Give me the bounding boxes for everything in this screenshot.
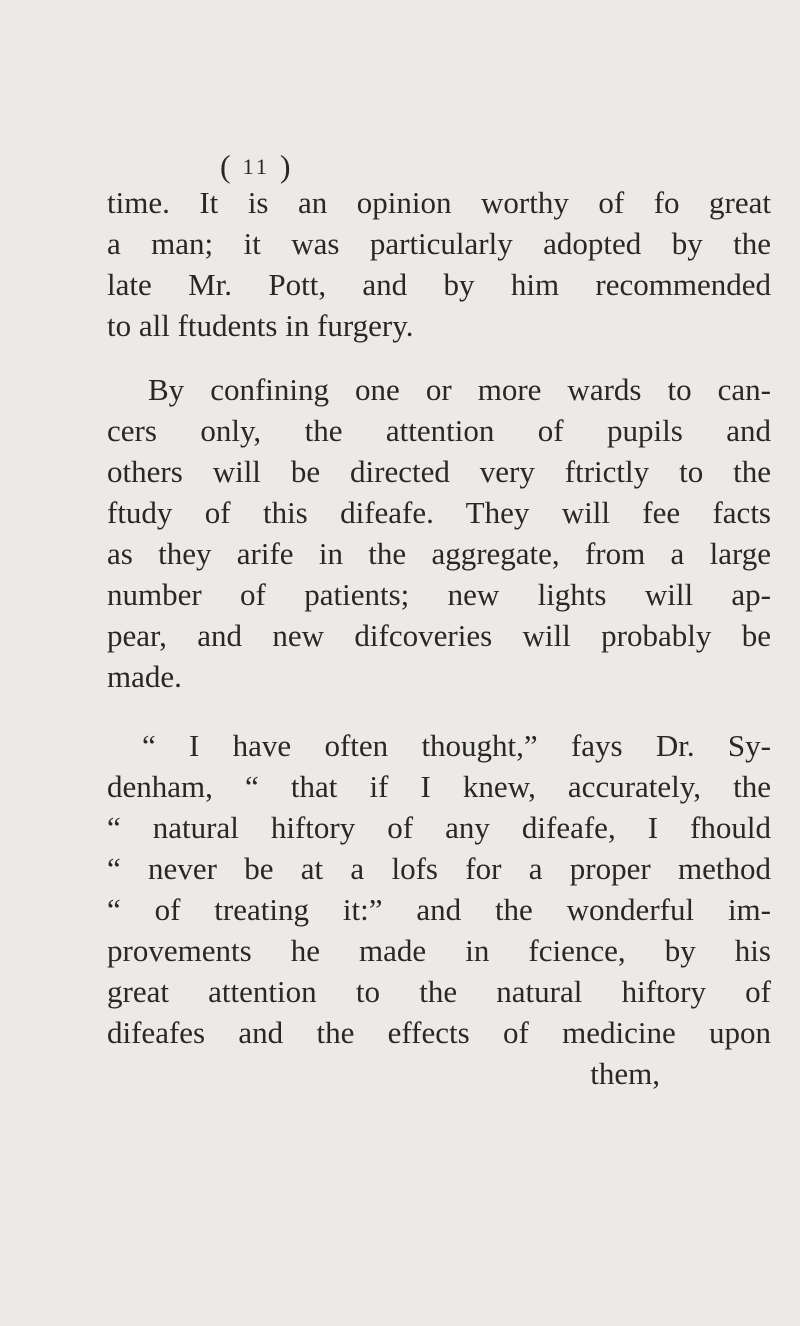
text-line: provements he made in fcience, by his [107, 933, 771, 968]
text-line: number of patients; new lights will ap- [107, 577, 771, 612]
text-line: ftudy of this difeafe. They will fee facts [107, 495, 771, 530]
text-line: By confining one or more wards to can- [148, 372, 771, 407]
text-line: made. [107, 659, 182, 694]
text-line: “ never be at a lofs for a proper method [107, 851, 771, 886]
text-line: difeafes and the effects of medicine upon [107, 1015, 771, 1050]
text-line: others will be directed very ftrictly to the [107, 454, 771, 489]
page-number: 11 [242, 154, 270, 179]
text-line: pear, and new difcoveries will probably be [107, 618, 771, 653]
page-header [220, 148, 293, 185]
header-open-paren: ( [220, 148, 233, 184]
text-line: denham, “ that if I knew, accurately, the [107, 769, 771, 804]
text-line: “ I have often thought,” fays Dr. Sy- [142, 728, 771, 763]
text-line: to all ftudents in furgery. [107, 308, 414, 343]
catchword: them, [590, 1056, 660, 1091]
header-close-paren: ) [279, 148, 293, 184]
text-line: time. It is an opinion worthy of fo great [107, 185, 771, 220]
text-line: “ natural hiftory of any difeafe, I fhould [107, 810, 771, 845]
text-line: “ of treating it:” and the wonderful im- [107, 892, 771, 927]
text-line: cers only, the attention of pupils and [107, 413, 771, 448]
text-line: late Mr. Pott, and by him recommended [107, 267, 771, 302]
text-line: a man; it was particularly adopted by the [107, 226, 771, 261]
text-line: great attention to the natural hiftory of [107, 974, 771, 1009]
text-line: as they arife in the aggregate, from a large [107, 536, 771, 571]
